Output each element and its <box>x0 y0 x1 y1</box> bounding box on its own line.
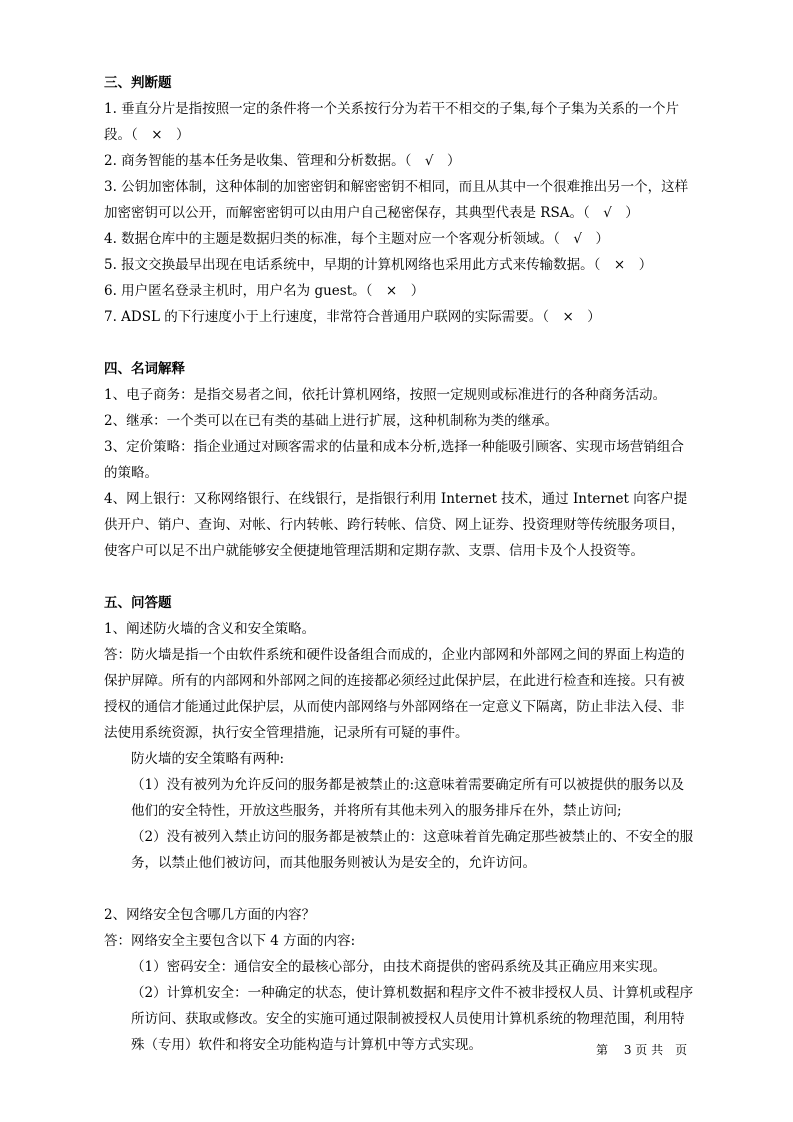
answer-paragraph: （1）没有被列为允许反问的服务都是被禁止的:这意味着需要确定所有可以被提供的服务以及他们的安全特性，开放这些服务，并将所有其他未列入的服务排斥在外，禁止访问; <box>131 777 685 819</box>
judgement-item: 6. 用户匿名登录主机时，用户名为 guest。（ × ） <box>104 283 425 299</box>
answer-paragraph: （2）计算机安全：一种确定的状态，使计算机数据和程序文件不被非授权人员、计算机或程序所访问、获取或修改。安全的实施可通过限制被授权人员使用计算机系统的物理范围，利用特殊（专用）软件和将安全功能构造与计算机中等方式实现。 <box>131 985 694 1053</box>
term-item: 2、继承：一个类可以在已有类的基础上进行扩展，这种机制称为类的继承。 <box>104 413 559 429</box>
term-item: 3、定价策略：指企业通过对顾客需求的估量和成本分析,选择一种能吸引顾客、实现市场营销组合的策略。 <box>104 439 684 481</box>
answer-paragraph: （2）没有被列入禁止访问的服务都是被禁止的：这意味着首先确定那些被禁止的、不安全的服务，以禁止他们被访问，而其他服务则被认为是安全的，允许访问。 <box>131 829 694 871</box>
term-item: 4、网上银行：又称网络银行、在线银行，是指银行利用 Internet 技术，通过 Internet 向客户提供开户、销户、查询、对帐、行内转帐、跨行转帐、信贷、网上证券、投资理财等传统服务项目，使客户可以足不出户就能够安全便捷地管理活期和定期存款、支票、信用卡及个人投资等。 <box>104 491 688 559</box>
section-title-judgement: 三、判断题 <box>104 75 172 91</box>
term-item: 1、电子商务：是指交易者之间，依托计算机网络，按照一定规则或标准进行的各种商务活动。 <box>104 387 667 403</box>
judgement-item: 4. 数据仓库中的主题是数据归类的标准，每个主题对应一个客观分析领域。（ √ ） <box>104 231 610 247</box>
answer-paragraph: （1）密码安全：通信安全的最核心部分，由技术商提供的密码系统及其正确应用来实现。 <box>131 959 667 975</box>
document-page <box>104 70 696 1058</box>
judgement-item: 7. ADSL 的下行速度小于上行速度，非常符合普通用户联网的实际需要。（ × ） <box>104 309 601 325</box>
answer: 答：网络安全主要包含以下 4 方面的内容: <box>104 933 356 949</box>
judgement-item: 1. 垂直分片是指按照一定的条件将一个关系按行分为若干不相交的子集,每个子集为关系的一个片段。（ × ） <box>104 101 679 143</box>
judgement-item: 5. 报文交换最早出现在电话系统中，早期的计算机网络也采用此方式来传输数据。（ × ） <box>104 257 653 273</box>
section-title-qa: 五、问答题 <box>104 595 172 611</box>
question: 1、阐述防火墙的含义和安全策略。 <box>104 621 316 637</box>
page-footer: 第 3 页 共 页 <box>596 1043 688 1057</box>
question: 2、网络安全包含哪几方面的内容？ <box>104 907 316 923</box>
answer-paragraph: 防火墙的安全策略有两种: <box>131 751 285 767</box>
answer: 答：防火墙是指一个由软件系统和硬件设备组合而成的，企业内部网和外部网之间的界面上构造的保护屏障。所有的内部网和外部网之间的连接都必须经过此保护层，在此进行检查和连接。只有被授权的通信才能通过此保护层，从而使内部网络与外部网络在一定意义下隔离，防止非法入侵、非法使用系统资源，执行安全管理措施，记录所有可疑的事件。 <box>104 647 685 741</box>
judgement-item: 3. 公钥加密体制，这种体制的加密密钥和解密密钥不相同，而且从其中一个很难推出另一个，这样加密密钥可以公开，而解密密钥可以由用户自己秘密保存，其典型代表是 RSA。（ √ ） <box>104 179 689 221</box>
judgement-item: 2. 商务智能的基本任务是收集、管理和分析数据。（ √ ） <box>104 153 461 169</box>
section-title-terms: 四、名词解释 <box>104 361 185 377</box>
